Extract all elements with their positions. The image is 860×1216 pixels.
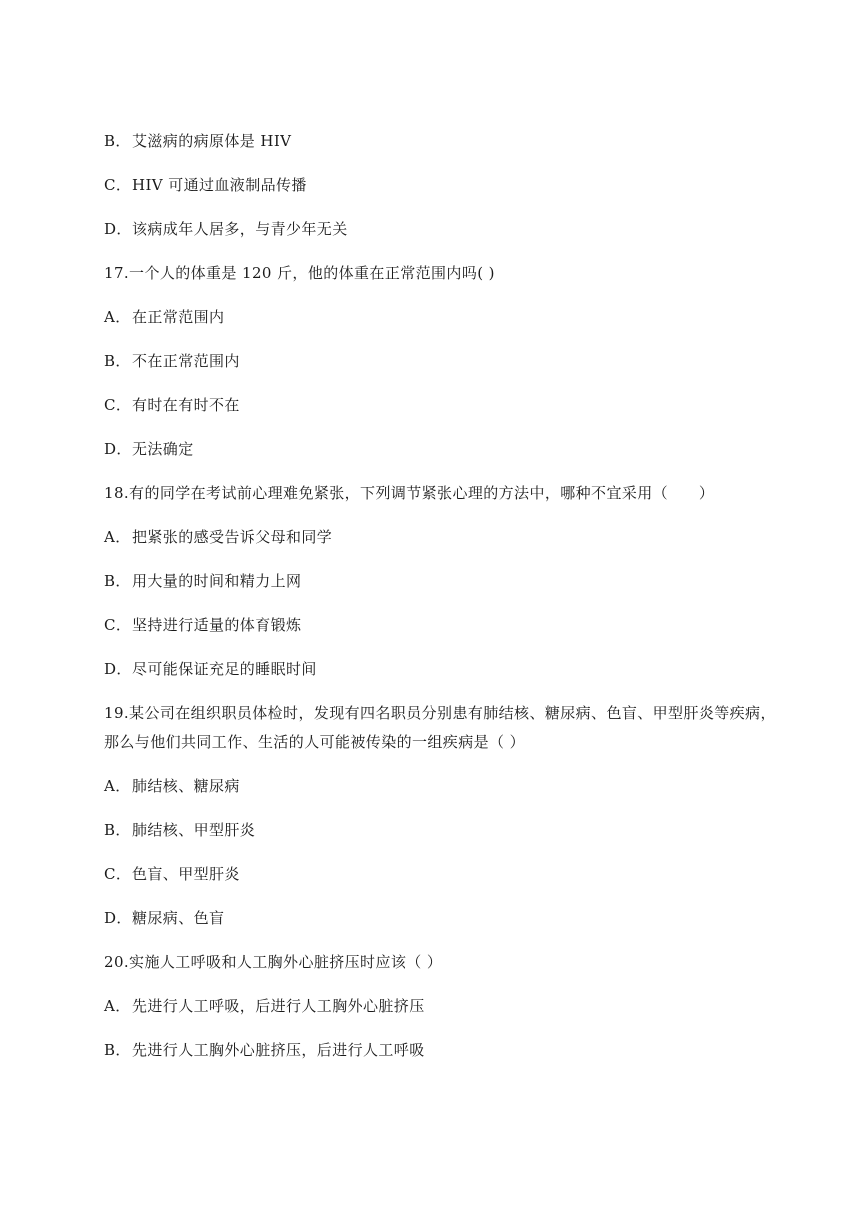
option-line	[104, 439, 194, 459]
option-letter: C．	[104, 616, 132, 634]
option-text: 在正常范围内	[132, 308, 225, 326]
option-line	[104, 219, 348, 239]
option-text: 尽可能保证充足的睡眠时间	[132, 660, 317, 678]
option-line	[104, 776, 240, 796]
option-text: 色盲、甲型肝炎	[132, 865, 240, 883]
option-text: 糖尿病、色盲	[132, 909, 225, 927]
option-letter: C．	[104, 865, 132, 883]
question-line: 那么与他们共同工作、生活的人可能被传染的一组疾病是（ ）	[104, 733, 525, 751]
option-line	[104, 908, 224, 928]
option-letter: A．	[104, 997, 131, 1015]
option-text: 不在正常范围内	[132, 352, 240, 370]
option-line	[104, 864, 240, 884]
option-letter: A．	[104, 528, 131, 546]
option-text: 坚持进行适量的体育锻炼	[132, 616, 302, 634]
option-line	[104, 615, 301, 635]
option-letter: D．	[104, 220, 132, 238]
option-line	[104, 571, 301, 591]
option-line	[104, 175, 307, 195]
option-text: 该病成年人居多，与青少年无关	[132, 220, 348, 238]
option-line	[104, 1040, 425, 1060]
option-letter: B．	[104, 572, 131, 590]
option-letter: C．	[104, 176, 132, 194]
option-text: 肺结核、糖尿病	[132, 777, 240, 795]
option-letter: D．	[104, 660, 132, 678]
option-line	[104, 351, 240, 371]
question-line: 19.某公司在组织职员体检时，发现有四名职员分别患有肺结核、糖尿病、色盲、甲型肝炎等疾病，	[104, 704, 776, 722]
option-line	[104, 307, 224, 327]
option-text: 用大量的时间和精力上网	[132, 572, 302, 590]
option-text: 肺结核、甲型肝炎	[132, 821, 256, 839]
option-letter: D．	[104, 440, 132, 458]
option-text: 无法确定	[132, 440, 194, 458]
option-letter: A．	[104, 777, 131, 795]
option-text: HIV 可通过血液制品传播	[132, 176, 307, 194]
option-letter: D．	[104, 909, 132, 927]
option-letter: B．	[104, 132, 131, 150]
option-text: 先进行人工呼吸，后进行人工胸外心脏挤压	[132, 997, 425, 1015]
option-text: 把紧张的感受告诉父母和同学	[132, 528, 333, 546]
option-line	[104, 131, 291, 151]
option-letter: B．	[104, 821, 131, 839]
question-line: 20.实施人工呼吸和人工胸外心脏挤压时应该（ ）	[104, 953, 443, 971]
option-letter: B．	[104, 1041, 131, 1059]
option-line	[104, 659, 317, 679]
option-letter: C．	[104, 396, 132, 414]
option-line	[104, 527, 332, 547]
option-text: 有时在有时不在	[132, 396, 240, 414]
option-text: 艾滋病的病原体是 HIV	[132, 132, 292, 150]
option-letter: A．	[104, 308, 131, 326]
option-letter: B．	[104, 352, 131, 370]
option-text: 先进行人工胸外心脏挤压，后进行人工呼吸	[132, 1041, 425, 1059]
option-line	[104, 996, 425, 1016]
question-line: 17.一个人的体重是 120 斤，他的体重在正常范围内吗( )	[104, 264, 495, 282]
option-line	[104, 395, 240, 415]
question-line: 18.有的同学在考试前心理难免紧张，下列调节紧张心理的方法中，哪种不宜采用（ ）	[104, 484, 715, 502]
option-line	[104, 820, 255, 840]
